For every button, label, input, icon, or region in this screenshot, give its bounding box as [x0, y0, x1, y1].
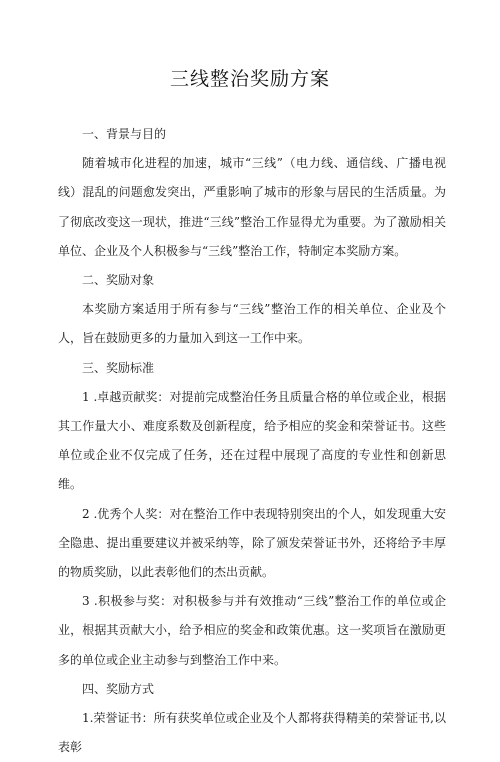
paragraph-criteria-1: 1 .卓越贡献奖：对提前完成整治任务且质量合格的单位或企业，根据其工作量大小、难度系数及创新程度，给予相应的奖金和荣誉证书。这些单位或企业不仅完成了任务，还在过程中展现了高度的专业性和创新思维。 — [58, 389, 446, 492]
document-body — [58, 120, 446, 762]
section-heading-target: 二、奖励对象 — [82, 273, 155, 288]
section-heading-criteria: 三、奖励标准 — [82, 360, 155, 375]
paragraph-criteria-2: 2 .优秀个人奖：对在整治工作中表现特别突出的个人，如发现重大安全隐患、提出重要建议并被采纳等，除了颁发荣誉证书外，还将给予丰厚的物质奖励，以此表彰他们的杰出贡献。 — [58, 506, 446, 580]
paragraph-criteria-3: 3 .积极参与奖：对积极参与并有效推动“三线”整治工作的单位或企业，根据其贡献大小，给予相应的奖金和政策优惠。这一奖项旨在激励更多的单位或企业主动参与到整治工作中来。 — [58, 594, 446, 667]
paragraph-background: 随着城市化进程的加速，城市“三线”（电力线、通信线、广播电视线）混乱的问题愈发突出，严重影响了城市的形象与居民的生活质量。为了彻底改变这一现状，推进“三线”整治工作显得尤为重要。为了激励相关单位、企业及个人积极参与“三线”整治工作，特制定本奖励方案。 — [58, 156, 446, 258]
section-heading-method: 四、奖励方式 — [82, 681, 155, 696]
document-title: 三线整治奖励方案 — [169, 68, 330, 90]
paragraph-target: 本奖励方案适用于所有参与“三线”整治工作的相关单位、企业及个人，旨在鼓励更多的力量加入到这一工作中来。 — [58, 302, 446, 346]
paragraph-method-1: 1.荣誉证书：所有获奖单位或企业及个人都将获得精美的荣誉证书,以表彰 — [58, 711, 446, 755]
section-heading-background: 一、背景与目的 — [82, 127, 167, 141]
